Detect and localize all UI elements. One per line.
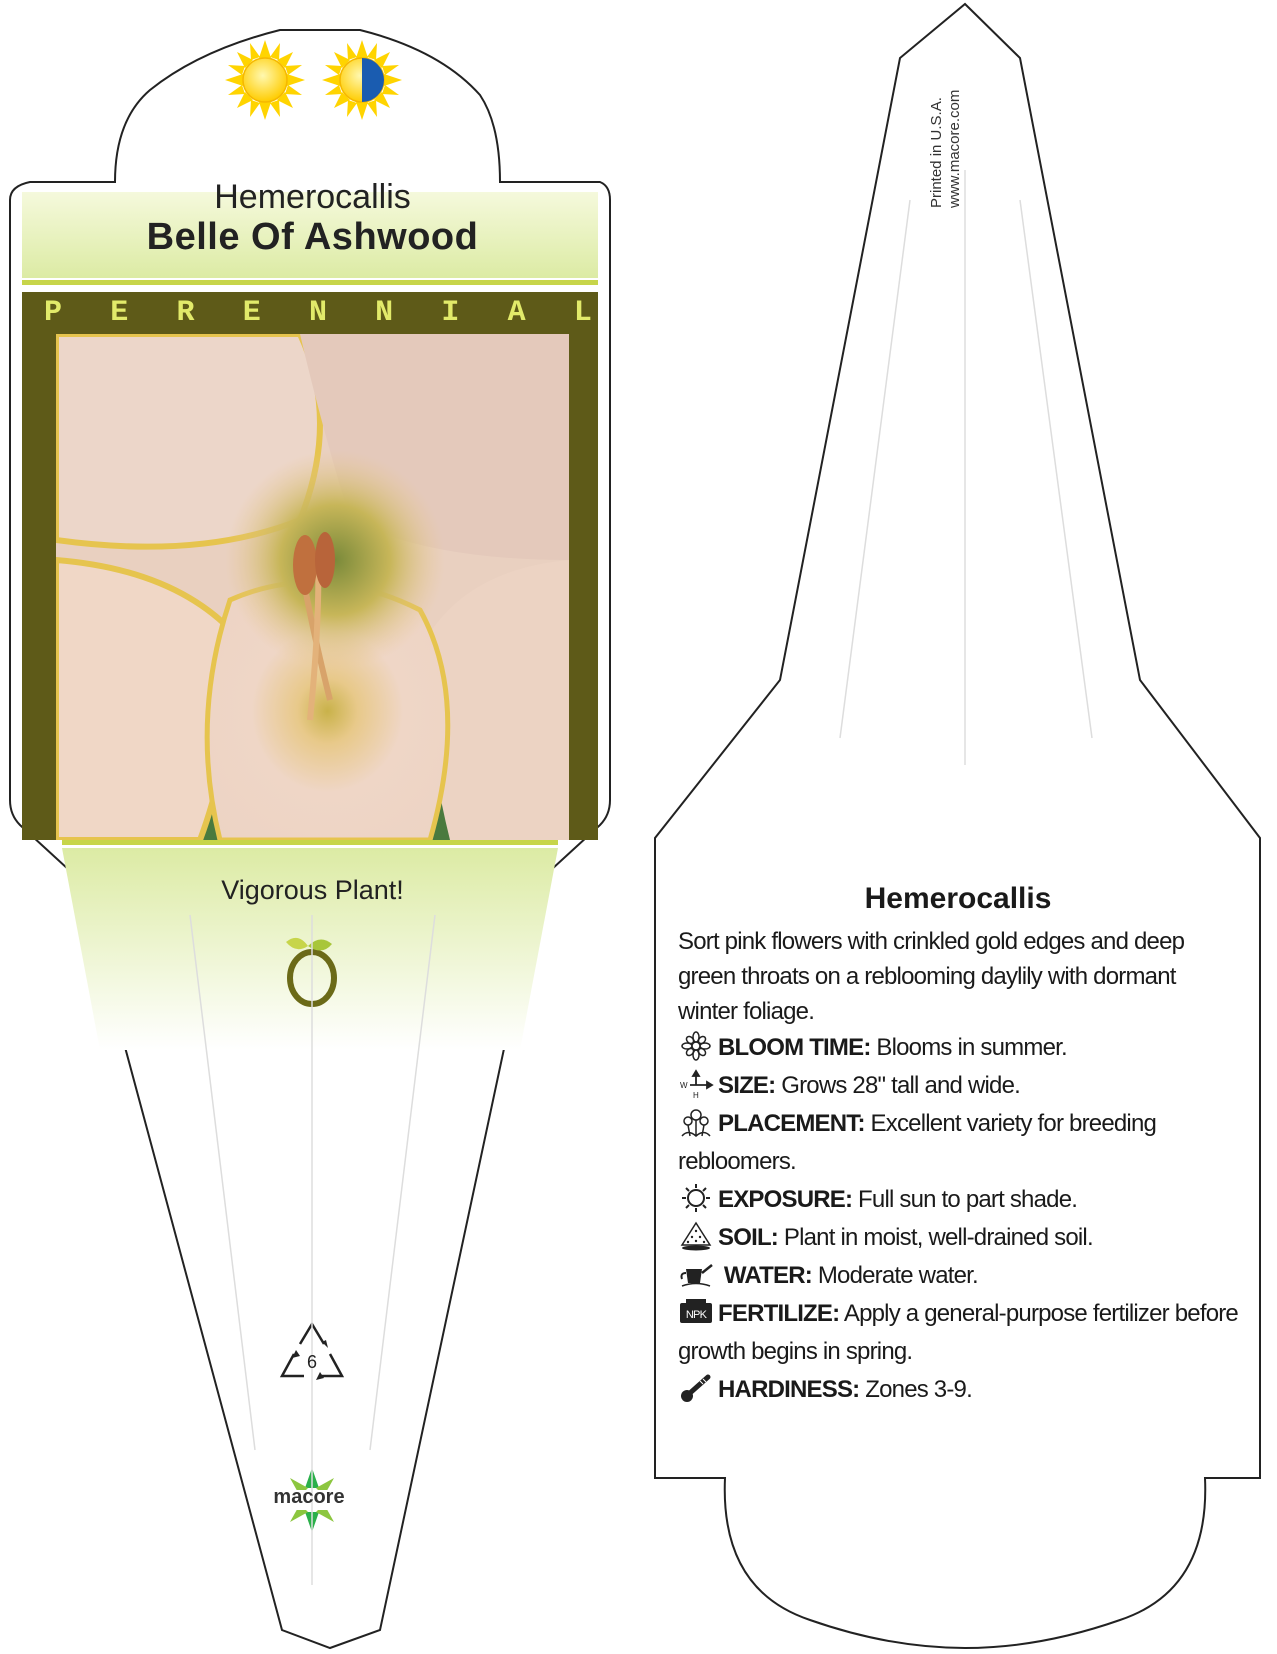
back-title: Hemerocallis <box>864 882 1052 915</box>
perennial-letter: I <box>441 296 460 330</box>
attr-label: BLOOM TIME: <box>718 1034 871 1061</box>
front-tagline: Vigorous Plant! <box>221 875 404 905</box>
attr-value: Zones 3-9. <box>865 1376 972 1403</box>
attr-value: Full sun to part shade. <box>858 1186 1078 1213</box>
attr-value: Moderate water. <box>817 1262 978 1289</box>
front-cultivar: Belle Of Ashwood <box>146 216 479 258</box>
attr-fertilize <box>678 1295 1238 1371</box>
flower-photo <box>56 334 569 840</box>
attr-size <box>678 1067 1238 1105</box>
website: www.macore.com <box>946 89 963 208</box>
attr-soil <box>678 1219 1238 1257</box>
attr-label: HARDINESS: <box>718 1376 860 1403</box>
attr-placement <box>678 1105 1238 1181</box>
attr-exposure <box>678 1181 1238 1219</box>
watering-can-icon <box>678 1259 718 1289</box>
attr-value: Blooms in summer. <box>876 1034 1067 1061</box>
attr-label: FERTILIZE: <box>718 1300 840 1327</box>
attr-value: Apply a general-purpose fertilizer before growth begins in spring. <box>678 1300 1238 1365</box>
attr-label: SOIL: <box>718 1224 778 1251</box>
npk-icon <box>678 1297 718 1327</box>
perennial-banner <box>44 296 592 330</box>
part-sun-icon <box>322 40 402 120</box>
care-info <box>678 882 1238 1409</box>
full-sun-icon <box>225 40 305 120</box>
attr-value: Plant in moist, well-drained soil. <box>783 1224 1093 1251</box>
attr-label: PLACEMENT: <box>718 1110 865 1137</box>
perennial-letter: E <box>110 296 129 330</box>
printed-note <box>928 90 964 208</box>
attr-label: EXPOSURE: <box>718 1186 853 1213</box>
attr-value: Grows 28" tall and wide. <box>781 1072 1020 1099</box>
size-arrows-icon <box>678 1069 718 1099</box>
perennial-letter: R <box>176 296 195 330</box>
svg-text:W: W <box>680 1081 687 1090</box>
flower-icon <box>678 1031 718 1061</box>
perennial-letter: A <box>507 296 526 330</box>
attr-hardiness <box>678 1371 1238 1409</box>
attr-water <box>678 1257 1238 1295</box>
front-genus: Hemerocallis <box>214 178 411 216</box>
perennial-letter: N <box>308 296 327 330</box>
printed-in: Printed in U.S.A. <box>928 97 945 208</box>
perennial-letter: L <box>573 296 592 330</box>
placement-icon <box>678 1107 718 1137</box>
soil-icon <box>678 1221 718 1251</box>
attr-label: SIZE: <box>718 1072 776 1099</box>
recycle-code: 6 <box>306 1352 317 1372</box>
back-description: Sort pink flowers with crinkled gold edges and deep green throats on a reblooming daylily with dormant winter foliage. <box>678 928 1185 1025</box>
svg-text:H: H <box>693 1091 698 1099</box>
attr-bloom-time <box>678 1029 1238 1067</box>
thermometer-icon <box>678 1373 718 1403</box>
attr-value: Excellent variety for breeding rebloomers. <box>678 1110 1157 1175</box>
attr-label: WATER: <box>723 1262 812 1289</box>
perennial-letter: P <box>44 296 63 330</box>
perennial-letter: E <box>242 296 261 330</box>
svg-text:NPK: NPK <box>685 1309 707 1321</box>
brand-name: macore <box>273 1486 345 1508</box>
perennial-letter: N <box>375 296 394 330</box>
sun-outline-icon <box>678 1183 718 1213</box>
